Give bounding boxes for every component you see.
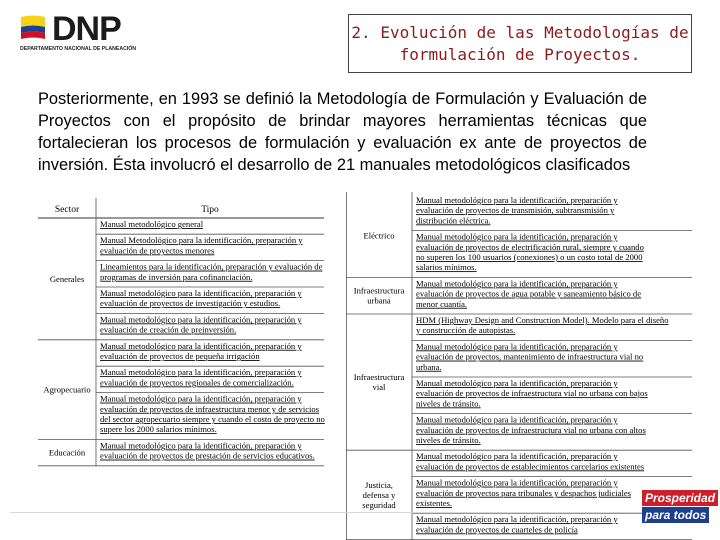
right-tipo-cell: Manual metodológico para la identificación, preparación y (416, 195, 618, 205)
right-sector-cell: Justicia, (365, 479, 393, 490)
left-table-grid (38, 198, 324, 494)
left-tipo-cell: Manual metodológico para la identificación, preparación y (100, 340, 302, 351)
right-sector-cell: seguridad (362, 499, 396, 510)
left-header-sector: Sector (54, 205, 80, 215)
slide-title (348, 14, 692, 73)
title-line-1: 2. Evolución de las Metodologías de (351, 23, 689, 42)
left-tipo-cell: Manual metodológico para la identificación, preparación y (100, 314, 302, 325)
left-tipo-cell: Manual metodológico para la identificación, preparación y (100, 288, 302, 298)
right-sector-cell: vial (372, 382, 386, 393)
right-tipo-cell: Manual metodológico para la identificación, preparación y (416, 514, 618, 525)
left-tipo-cell: supere los 2000 salarios mínimos. (100, 424, 217, 435)
left-tipo-cell: Lineamientos para la identificación, preparación y evaluación de (100, 261, 323, 272)
left-tipo-cell: evaluación de proyectos de infraestructura menor y de servicios (100, 403, 320, 414)
right-sector-cell: urbana (367, 295, 391, 306)
left-tipo-cell: Manual metodológico para la identificación, preparación y (100, 393, 302, 404)
right-tipo-cell: Manual metodológico para la identificación, preparación y (416, 477, 618, 488)
left-tipo-cell: evaluación de proyectos menores (100, 245, 215, 256)
right-tipo-cell: no superen los 100 usuarios (conexiones) o un costo total de 2000 (416, 252, 643, 262)
right-tipo-cell: Manual metodológico para la identificación, preparación y (416, 414, 618, 425)
left-tipo-cell: Manual metodológico general (100, 219, 204, 229)
right-tipo-cell: y construcción de autopistas. (416, 325, 516, 336)
right-tipo-cell: niveles de tránsito. (416, 435, 481, 445)
right-sector-cell: defensa y (362, 489, 396, 500)
right-tipo-cell: evaluación de proyectos de agua potable y saneamiento básico de (416, 288, 642, 299)
right-tipo-cell: evaluación de proyectos de transmisión, subtransmisión y (416, 205, 615, 216)
left-sector-cell: Agropecuario (43, 384, 91, 395)
right-tipo-cell: evaluación de proyectos de cuarteles de policía (416, 524, 578, 535)
right-tipo-cell: evaluación de proyectos de infraestructura vial no urbana con bajos (416, 388, 648, 399)
right-tipo-cell: evaluación de proyectos de infraestructura vial no urbana con altos (416, 424, 646, 435)
prosperidad-badge (640, 490, 716, 526)
right-tipo-cell: evaluación de proyectos para tribunales y despachos judiciales (416, 487, 632, 498)
dnp-logo (20, 10, 140, 54)
right-tipo-cell: Manual metodológico para la identificación, preparación y (416, 231, 618, 242)
right-sector-cell: Infraestructura (353, 285, 405, 296)
left-tipo-cell: del sector agropecuario siempre y cuando el costo de proyecto no (100, 414, 325, 424)
right-tipo-cell: Manual metodológico para la identificación, preparación y (416, 278, 618, 289)
left-tipo-cell: evaluación de proyectos de investigación y estudios. (100, 298, 281, 309)
right-tipo-cell: distribución eléctrica. (416, 215, 491, 226)
logo-text: DNP (52, 10, 121, 48)
left-tipo-cell: Manual metodológico para la identificación, preparación y (100, 440, 302, 451)
right-sector-cell: Infraestructura (353, 372, 405, 383)
right-tipo-cell: evaluación de proyectos de electrificación rural, siempre y cuando (416, 241, 644, 252)
right-tipo-cell: existentes. (416, 498, 453, 508)
left-header-tipo: Tipo (201, 205, 219, 215)
left-sector-cell: Generales (49, 273, 85, 284)
right-tipo-cell: Manual metodológico para la identificación, preparación y (416, 451, 618, 462)
left-tipo-cell: evaluación de proyectos de pequeña irrigación (100, 351, 260, 361)
right-sector-cell: Eléctrico (363, 230, 395, 241)
logo-subtitle: DEPARTAMENTO NACIONAL DE PLANEACIÓN (20, 46, 137, 52)
right-tipo-cell: evaluación de proyectos de establecimientos carcelarios existentes (416, 461, 645, 472)
right-tipo-cell: Manual metodológico para la identificación, preparación y (416, 378, 618, 388)
right-tipo-cell: niveles de tránsito. (416, 398, 481, 409)
badge-line-1: Prosperidad (642, 490, 718, 506)
right-tipo-cell: menor cuantía. (416, 298, 468, 309)
left-tipo-cell: evaluación de proyectos de prestación de servicios educativos. (100, 450, 315, 461)
left-tipo-cell: Manual Metodológico para la identificación, preparación y (100, 235, 303, 246)
right-tipo-cell: urbana. (416, 361, 442, 372)
badge-line-2: para todos (642, 507, 709, 523)
right-tipo-cell: evaluación de proyectos, mantenimiento de infraestructura vial no (416, 351, 644, 362)
left-tipo-cell: programas de inversión para cofinanciación. (100, 271, 253, 282)
colombia-flag-icon (20, 14, 46, 40)
left-sector-cell: Educación (48, 447, 86, 458)
title-line-2: formulación de Proyectos. (399, 45, 641, 64)
body-paragraph: Posteriormente, en 1993 se definió la Metodología de Formulación y Evaluación de Proyectos con el propósito de brindar mayores herramientas técnicas que fortalecieran los procesos de formulación y evaluación ex ante de proyectos de inversión. Ésta involucró el desarrollo de 21 manuales metodológicos clasificados (38, 90, 647, 174)
right-tipo-cell: Manual metodológico para la identificación, preparación y (416, 341, 618, 352)
left-manuals-table (38, 198, 324, 494)
right-tipo-cell: salarios mínimos. (416, 262, 477, 273)
left-tipo-cell: evaluación de proyectos regionales de comercialización. (100, 377, 294, 388)
left-tipo-cell: evaluación de creación de preinversión. (100, 324, 237, 335)
right-tipo-cell: HDM (Highway Design and Construction Model). Modelo para el diseño (416, 315, 669, 325)
left-tipo-cell: Manual metodológico para la identificación, preparación y (100, 367, 302, 378)
footer-divider (10, 512, 610, 513)
